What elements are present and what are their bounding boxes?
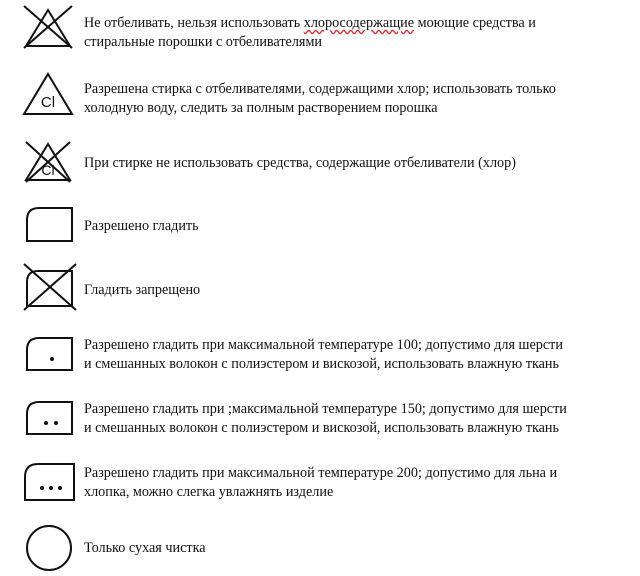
no-chlorine-bleach-triangle-icon <box>20 138 76 184</box>
description-line: Разрешено гладить при максимальной температуре 100; допустимо для шерсти <box>84 337 563 353</box>
iron-forbidden-crossed-icon <box>22 262 78 312</box>
svg-text:Cl: Cl <box>40 94 56 111</box>
description-line: При стирке не использовать средства, содержащие отбеливатели (хлор) <box>84 155 516 171</box>
description-line: и смешанных волокон с полиэстером и вискозой, использовать влажную ткань <box>84 355 559 372</box>
symbol-description <box>84 217 199 236</box>
dry-clean-circle-icon <box>24 524 76 574</box>
description-line: холодную воду, следить за полным растворением порошка <box>84 99 438 116</box>
symbol-description <box>84 464 557 501</box>
description-line: Разрешено гладить <box>84 218 199 234</box>
description-line: Гладить запрещено <box>84 282 201 298</box>
description-line: хлопка, можно слегка увлажнять изделие <box>84 483 334 500</box>
symbol-description <box>84 336 563 373</box>
description-line: Разрешена стирка с отбеливателями, содержащими хлор; использовать только <box>84 81 556 97</box>
description-line: Не отбеливать, нельзя использовать хлоросодержащие моющие средства и <box>84 15 536 31</box>
symbol-description <box>84 281 200 300</box>
iron-two-dots-icon <box>24 398 76 438</box>
chlorine-bleach-allowed-triangle-icon <box>22 72 74 116</box>
iron-allowed-icon <box>24 204 76 244</box>
symbol-description <box>84 400 567 437</box>
description-line: Только сухая чистка <box>84 540 206 556</box>
iron-three-dots-icon <box>22 460 78 504</box>
spellcheck-marked-word: хлоросодержащие <box>303 15 415 31</box>
description-line: и смешанных волокон с полиэстером и вискозой, использовать влажную ткань <box>84 419 559 436</box>
description-line: Разрешено гладить при ;максимальной температуре 150; допустимо для шерсти <box>84 401 567 417</box>
description-line: стиральные порошки с отбеливателями <box>84 33 323 50</box>
symbol-description <box>84 539 206 558</box>
iron-one-dot-icon <box>24 334 76 374</box>
symbol-description <box>84 14 536 51</box>
symbol-description <box>84 80 556 117</box>
description-line: Разрешено гладить при максимальной температуре 200; допустимо для льна и <box>84 465 558 481</box>
symbol-description <box>84 154 516 173</box>
svg-text:Cl: Cl <box>41 162 55 178</box>
no-bleach-triangle-crossed-icon <box>20 4 76 50</box>
